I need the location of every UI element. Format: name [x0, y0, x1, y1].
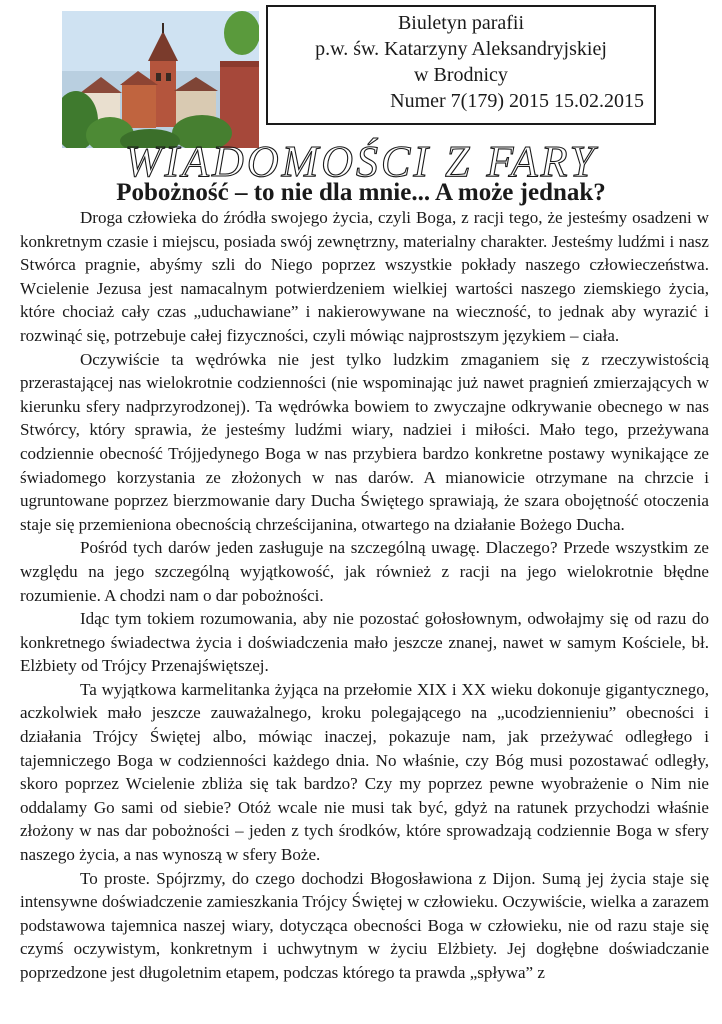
issue-number-date: Numer 7(179) 2015 15.02.2015 — [390, 90, 644, 112]
article-body — [20, 206, 709, 985]
bulletin-name: Biuletyn parafii — [397, 12, 525, 34]
parish-town: w Brodnicy — [414, 64, 508, 86]
article-paragraph: Droga człowieka do źródła swojego życia, czyli Boga, z racji tego, że jesteśmy osadzeni w konkretnym czasie i miejscu, posiada swój zewnętrzny, materialny charakter. Jesteśmy ludźmi i nasz Stwórca pragnie, abyśmy szli do Niego poprzez wszystkie pokłady naszego człowieczeństwa. Wcielenie Jezusa jest namacalnym potwierdzeniem wielkiej wartości naszego ziemskiego życia, które chociaż cały czas „uduchawiane” i nakierowywane na wieczność, to jednak aby wyrazić i rozwinąć się, potrzebuje całej fizyczności, czyli mówiąc najprostszym językiem – ciała. — [20, 208, 709, 345]
parish-name: p.w. św. Katarzyny Aleksandryjskiej — [315, 38, 607, 60]
article-paragraph: Pośród tych darów jeden zasługuje na szczególną uwagę. Dlaczego? Przede wszystkim ze względu na jego szczególną wyjątkowość, jak również z racji na jego wielokrotnie błędne rozumienie. A chodzi nam o dar pobożności. — [20, 538, 709, 605]
bulletin-info-box — [266, 5, 656, 125]
church-town-photo — [62, 11, 259, 148]
article-paragraph: Idąc tym tokiem rozumowania, aby nie pozostać gołosłownym, odwołajmy się od razu do konkretnego świadectwa życia i doświadczenia mało jeszcze znanej, nawet w samym Kościele, bł. Elżbiety od Trójcy Przenajświętszej. — [20, 609, 709, 676]
article-paragraph: Oczywiście ta wędrówka nie jest tylko ludzkim zmaganiem się z rzeczywistością przerastającej nas wielokrotnie codzienności (nie wspominając już nawet pragnień zmierzających w kierunku sfery nadprzyrodzonej). Ta wędrówka bowiem to zwyczajne odkrywanie obecnego w nas Stwórcy, który sprawia, że jesteśmy ludźmi wiary, nadziei i miłości. Mało tego, przeżywana codziennie obecność Trójjedynego Boga w nas przybiera bardzo konkretne postawy wynikające ze świadomego korzystania ze złożonych w nas darów. A mianowicie otrzymane na chrzcie i ugruntowane poprzez bierzmowanie dary Ducha Świętego sprawiają, że szara obojętność otoczenia staje się przemieniona obecnością chrześcijanina, otwartego na działanie Bożego Ducha. — [20, 349, 709, 534]
article-paragraph: To proste. Spójrzmy, do czego dochodzi Błogosławiona z Dijon. Sumą jej życia staje się intensywne doświadczenie zamieszkania Trójcy Świętej w człowieku. Oczywiście, wielka a zarazem podstawowa tajemnica naszej wiary, dotycząca obecności Boga w człowieku, nie od razu staje się czymś oczywistym, konkretnym i uchwytnym w życiu Elżbiety. Jej dogłębne doświadczanie poprzedzone jest długoletnim etapem, podczas którego ta prawda „spływa” z — [20, 868, 709, 982]
article-title: Pobożność – to nie dla mnie... A może jednak? — [116, 179, 606, 206]
masthead-title: WIADOMOŚCI Z FARY — [124, 137, 598, 186]
article-paragraph: Ta wyjątkowa karmelitanka żyjąca na przełomie XIX i XX wieku dokonuje gigantycznego, aczkolwiek mało jeszcze zauważalnego, kroku polegającego na „ucodziennieniu” obecności i działania Trójcy Świętej albo, mówiąc inaczej, pokazuje nam, jak przeżywać odległego i tajemniczego Boga w codzienności każdego dnia. No właśnie, czy Bóg musi pozostawać odległy, skoro poprzez Wcielenie zbliża się tak bardzo? Czy my poprzez pewne wyobrażenie o Nim nie oddalamy Go sami od siebie? Otóż wcale nie musi tak być, gdyż na ratunek przychodzi właśnie złożony w nas dar pobożności – jeden z tych środków, które sprowadzają codziennie Boga w sfery naszego życia, a nas wynoszą w sfery Boże. — [20, 679, 709, 865]
